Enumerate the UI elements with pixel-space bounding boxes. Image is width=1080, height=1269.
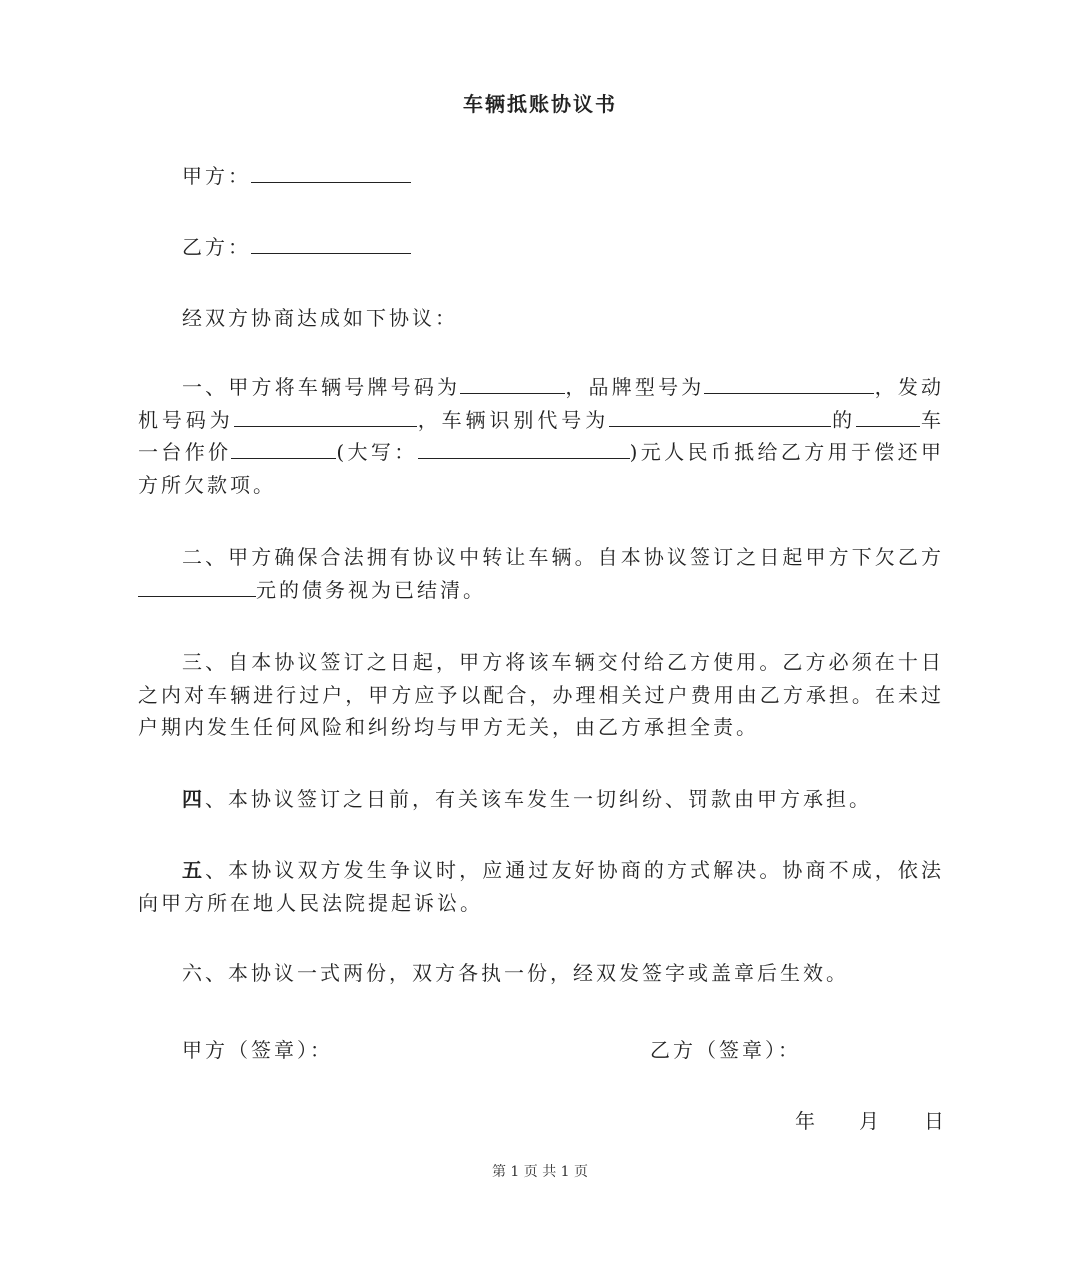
party-a-label: 甲方：	[182, 164, 251, 188]
price-blank	[231, 442, 336, 459]
party-a-signature-label: 甲方（签章）：	[182, 1038, 333, 1062]
brand-model-blank	[704, 377, 874, 394]
clause-1-part-5: 的	[831, 407, 857, 432]
document-title: 车辆抵账协议书	[463, 92, 617, 116]
date-year: 年	[795, 1109, 815, 1133]
clause-2-part-1: 二、甲方确保合法拥有协议中转让车辆。自本协议签订之日起甲方下欠乙方	[182, 545, 944, 569]
clause-2-part-2: 元的债务视为已结清。	[256, 577, 486, 602]
clause-4-number: 四	[182, 787, 205, 811]
engine-number-blank	[234, 410, 417, 427]
clause-1-part-4: ，车辆识别代号为	[416, 407, 610, 432]
page-footer: 第 1 页 共 1 页	[491, 1164, 589, 1180]
clause-1	[138, 371, 944, 501]
party-a-line	[182, 160, 411, 189]
clause-4	[138, 783, 944, 816]
vehicle-type-blank	[856, 410, 920, 427]
plate-number-blank	[460, 377, 565, 394]
party-b-line	[182, 231, 411, 260]
debt-amount-blank	[138, 580, 256, 597]
clause-2	[138, 541, 944, 606]
clause-1-part-3: ，发动机号码为	[138, 375, 945, 432]
clause-1-part-2: ，品牌型号为	[565, 375, 705, 399]
clause-5-number: 五	[182, 858, 206, 882]
clause-5-text: 、本协议双方发生争议时，应通过友好协商的方式解决。协商不成，依法向甲方所在地人民法院提起诉讼。	[138, 858, 944, 915]
clause-5	[138, 854, 944, 919]
clause-4-text: 、本协议签订之日前，有关该车发生一切纠纷、罚款由甲方承担。	[205, 787, 872, 811]
date-day: 日	[924, 1109, 944, 1133]
clause-1-part-8: )元人民币抵给乙方用于偿还甲方所欠款项。	[138, 440, 944, 497]
clause-1-part-6: 车一台作价	[138, 407, 944, 464]
clause-6: 六、本协议一式两份，双方各执一份，经双发签字或盖章后生效。	[182, 961, 849, 985]
vin-blank	[609, 410, 831, 427]
party-b-signature-label: 乙方（签章）：	[650, 1038, 801, 1062]
party-b-label: 乙方：	[182, 235, 251, 259]
price-uppercase-blank	[418, 442, 630, 459]
party-b-blank	[251, 237, 411, 254]
date-month: 月	[859, 1109, 879, 1133]
party-a-blank	[251, 166, 411, 183]
clause-3: 三、自本协议签订之日起，甲方将该车辆交付给乙方使用。乙方必须在十日之内对车辆进行过户，甲方应予以配合，办理相关过户费用由乙方承担。在未过户期内发生任何风险和纠纷均与甲方无关，由乙方承担全责。	[138, 650, 944, 739]
clause-1-part-1: 一、甲方将车辆号牌号码为	[182, 375, 461, 399]
intro-text: 经双方协商达成如下协议：	[182, 306, 458, 330]
clause-1-part-7: (大写：	[336, 440, 418, 464]
